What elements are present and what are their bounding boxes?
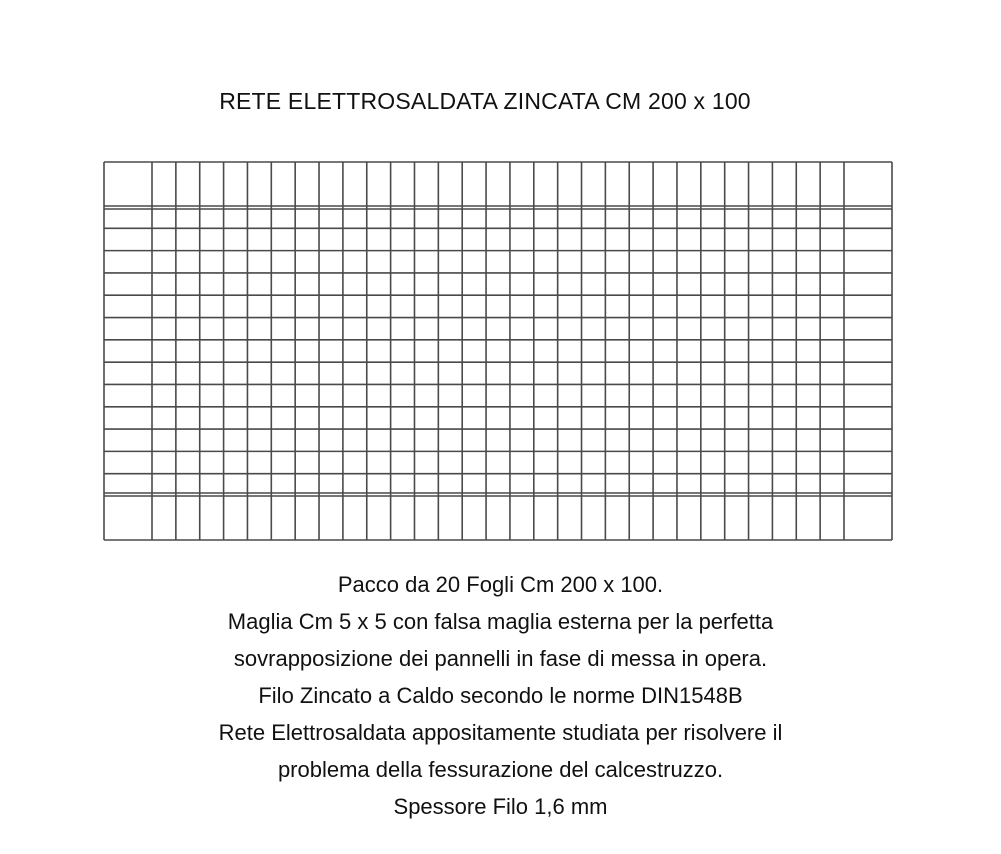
- wire-mesh-drawing: [100, 158, 896, 544]
- description-line: problema della fessurazione del calcestruzzo.: [277, 757, 724, 782]
- product-title: RETE ELETTROSALDATA ZINCATA CM 200 x 100: [219, 88, 751, 114]
- description-line: Maglia Cm 5 x 5 con falsa maglia esterna per la perfetta: [227, 609, 774, 634]
- wire-mesh-svg: [100, 158, 896, 544]
- description-line: Spessore Filo 1,6 mm: [393, 794, 608, 819]
- description-line: sovrapposizione dei pannelli in fase di messa in opera.: [233, 646, 768, 671]
- description-line: Filo Zincato a Caldo secondo le norme DIN1548B: [258, 683, 743, 708]
- product-description: [0, 566, 1001, 825]
- description-line: Rete Elettrosaldata appositamente studiata per risolvere il: [218, 720, 783, 745]
- description-line: Pacco da 20 Fogli Cm 200 x 100.: [337, 572, 664, 597]
